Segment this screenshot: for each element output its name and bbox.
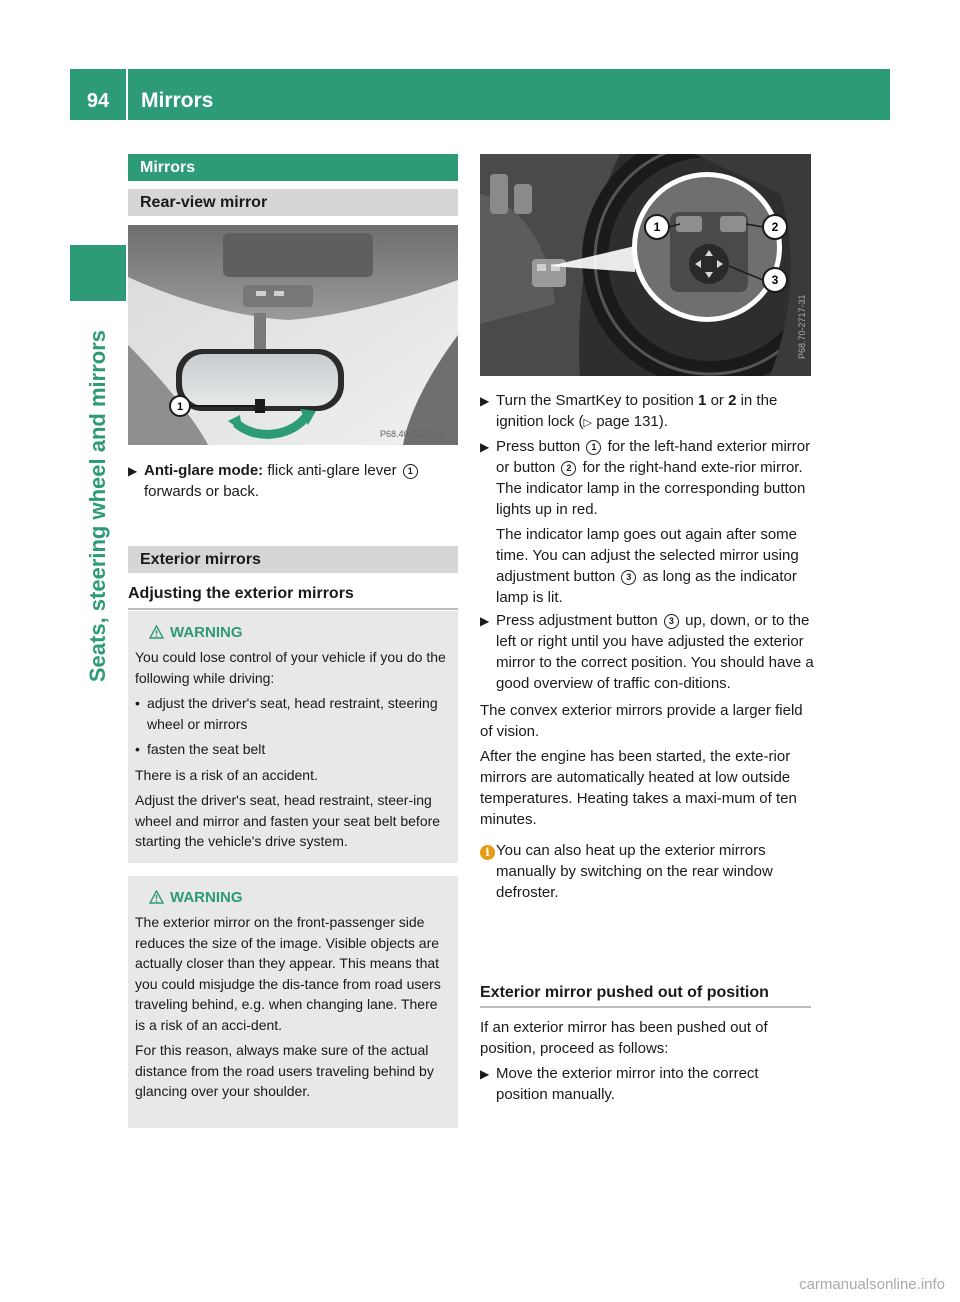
subheading-adjusting: Adjusting the exterior mirrors bbox=[128, 585, 354, 602]
heading-exterior-mirrors: Exterior mirrors bbox=[128, 546, 458, 573]
step-text: flick anti-glare lever bbox=[267, 462, 397, 479]
step-arrow-icon: ▶ bbox=[480, 1067, 490, 1081]
header-divider bbox=[126, 69, 128, 120]
watermark: carmanualsonline.info bbox=[799, 1276, 945, 1293]
subheading-pushed: Exterior mirror pushed out of position bbox=[480, 984, 769, 1001]
warning-2-heading: WARNING bbox=[170, 889, 243, 906]
step-press-adjustment: ▶ Press adjustment button 3 up, down, or to the left or right until you have adjusted the exterior mirror to the correct position. You should have a good overview of traffic con-ditions. bbox=[480, 612, 814, 692]
side-tab bbox=[72, 330, 124, 1030]
warning-2-para-2: For this reason, always make sure of the actual distance from the road users traveling behind by glancing over your shoulder. bbox=[135, 1042, 434, 1099]
side-tab-label: Seats, steering wheel and mirrors bbox=[85, 330, 110, 683]
step-press-button-note-1: The indicator lamp in the corresponding button lights up in red. bbox=[496, 480, 806, 518]
switch-callout-3: 3 bbox=[771, 273, 779, 287]
warning-2-para-1: The exterior mirror on the front-passenger side reduces the size of the image. Visible objects are actually closer than they appear. This means that you could misjudge the dis-tance from road users traveling behind, e.g. when changing lane. There is a risk of an acci-dent. bbox=[135, 914, 441, 1033]
step-press-button-note-2: The indicator lamp goes out again after some time. You can adjust the selected mirror using adjustment button 3 as long as the indicator lamp is lit. bbox=[496, 526, 799, 606]
warning-box-2 bbox=[128, 876, 458, 1128]
pushed-intro: If an exterior mirror has been pushed out of position, proceed as follows: bbox=[480, 1019, 768, 1057]
callout-1-icon: 1 bbox=[403, 464, 418, 479]
side-tab-block bbox=[70, 245, 126, 301]
mirror-switch-figure bbox=[480, 154, 811, 376]
warning-1-advice: Adjust the driver's seat, head restraint, steer-ing wheel and mirror and fasten your seat belt before starting the vehicle's drive system. bbox=[135, 792, 441, 849]
callout-1-icon: 1 bbox=[586, 440, 601, 455]
para-convex: The convex exterior mirrors provide a larger field of vision. bbox=[480, 702, 803, 740]
heading-rearview-mirror: Rear-view mirror bbox=[128, 189, 458, 216]
warning-triangle-icon bbox=[149, 625, 164, 639]
step-press-button: ▶ Press button 1 for the left-hand exterior mirror or button 2 for the right-hand exte-rior mirror. bbox=[480, 438, 811, 476]
rearview-figure-code: P68.40-2222-31 bbox=[380, 429, 445, 439]
step-move-mirror: ▶ Move the exterior mirror into the correct position manually. bbox=[480, 1065, 759, 1103]
info-icon: i bbox=[480, 845, 495, 860]
step-arrow-icon: ▶ bbox=[480, 440, 490, 454]
callout-2-icon: 2 bbox=[561, 461, 576, 476]
switch-callout-2: 2 bbox=[771, 220, 779, 234]
subheading-rule bbox=[128, 608, 458, 610]
warning-1-bullet-2: • fasten the seat belt bbox=[135, 741, 266, 757]
section-title-mirrors: Mirrors bbox=[128, 154, 458, 181]
warning-1-risk: There is a risk of an accident. bbox=[135, 766, 318, 783]
rearview-mirror-figure bbox=[128, 225, 458, 445]
subheading-pushed-rule bbox=[480, 1006, 811, 1008]
switch-callout-1: 1 bbox=[653, 220, 661, 234]
page-ref-icon: ▷ bbox=[583, 417, 593, 429]
callout-3-icon: 3 bbox=[664, 614, 679, 629]
step-anti-glare bbox=[128, 460, 458, 502]
step-arrow-icon: ▶ bbox=[480, 394, 490, 408]
chapter-title: Mirrors bbox=[141, 89, 214, 112]
switch-figure-code: P68.70-2717-31 bbox=[797, 294, 807, 359]
callout-3-icon: 3 bbox=[621, 570, 636, 585]
warning-triangle-icon bbox=[149, 890, 164, 904]
para-heated: After the engine has been started, the exte-rior mirrors are automatically heated at low outside temperatures. Heating takes a maxi-mum of ten minutes. bbox=[480, 748, 797, 828]
step-smartkey: ▶ Turn the SmartKey to position 1 or 2 in the ignition lock (▷ page 131). bbox=[480, 392, 778, 430]
step-text-cont: forwards or back. bbox=[144, 483, 260, 500]
warning-1-heading: WARNING bbox=[170, 624, 243, 641]
page-number: 94 bbox=[86, 90, 110, 112]
warning-box-1 bbox=[128, 611, 458, 863]
step-arrow-icon: ▶ bbox=[128, 464, 138, 478]
rearview-callout-1: 1 bbox=[176, 401, 184, 413]
warning-1-intro: You could lose control of your vehicle if you do the following while driving: bbox=[135, 649, 446, 686]
warning-1-bullet-1: • adjust the driver's seat, head restraint, steering wheel or mirrors bbox=[135, 695, 438, 732]
step-label: Anti-glare mode: bbox=[144, 462, 264, 479]
step-arrow-icon: ▶ bbox=[480, 614, 490, 628]
info-note: i You can also heat up the exterior mirrors manually by switching on the rear window defroster. bbox=[480, 840, 814, 903]
